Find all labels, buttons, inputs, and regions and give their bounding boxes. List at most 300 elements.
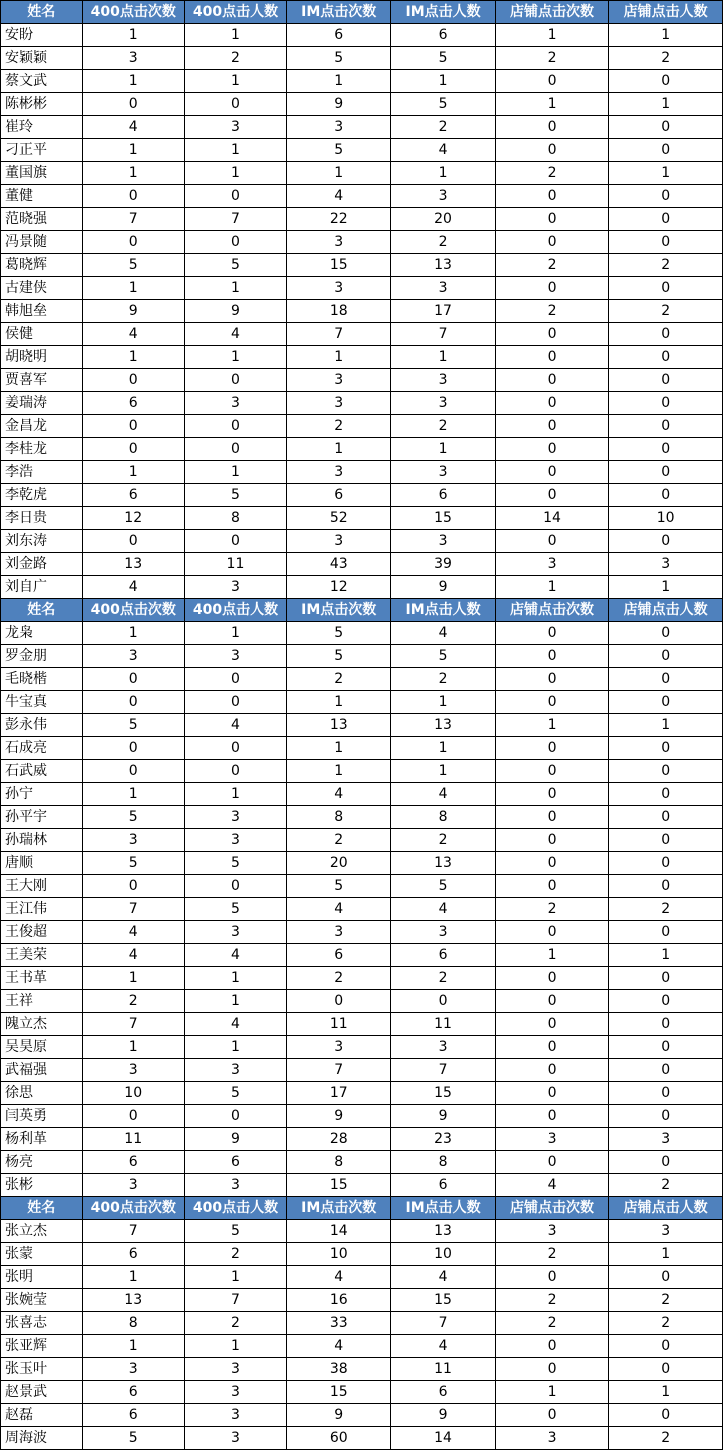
hotline-clicks-cell[interactable]: 4 — [82, 323, 184, 346]
shop-clicks-cell[interactable]: 1 — [495, 1381, 609, 1404]
hotline-clicks-cell[interactable]: 3 — [82, 47, 184, 70]
shop-users-cell[interactable]: 0 — [609, 70, 723, 93]
shop-clicks-cell[interactable]: 0 — [495, 1105, 609, 1128]
shop-users-cell[interactable]: 2 — [609, 1289, 723, 1312]
im-clicks-cell[interactable]: 20 — [287, 852, 391, 875]
shop-clicks-cell[interactable]: 0 — [495, 806, 609, 829]
hotline-users-cell[interactable]: 1 — [184, 1036, 286, 1059]
hotline-clicks-cell[interactable]: 2 — [82, 990, 184, 1013]
hotline-users-cell[interactable]: 5 — [184, 484, 286, 507]
hotline-users-cell[interactable]: 4 — [184, 1013, 286, 1036]
name-cell[interactable]: 王祥 — [1, 990, 83, 1013]
im-clicks-cell[interactable]: 4 — [287, 783, 391, 806]
im-clicks-cell[interactable]: 14 — [287, 1220, 391, 1243]
im-users-cell[interactable]: 13 — [391, 1220, 495, 1243]
shop-users-cell[interactable]: 0 — [609, 806, 723, 829]
shop-clicks-cell[interactable]: 0 — [495, 438, 609, 461]
name-cell[interactable]: 侯健 — [1, 323, 83, 346]
im-clicks-cell[interactable]: 4 — [287, 1335, 391, 1358]
shop-users-cell[interactable]: 1 — [609, 944, 723, 967]
im-clicks-cell[interactable]: 38 — [287, 1358, 391, 1381]
im-clicks-cell[interactable]: 13 — [287, 714, 391, 737]
im-clicks-cell[interactable]: 18 — [287, 300, 391, 323]
im-clicks-cell[interactable]: 3 — [287, 277, 391, 300]
hotline-users-cell[interactable]: 3 — [184, 921, 286, 944]
im-users-cell[interactable]: 9 — [391, 1105, 495, 1128]
shop-clicks-cell[interactable]: 1 — [495, 24, 609, 47]
im-clicks-cell[interactable]: 5 — [287, 875, 391, 898]
hotline-clicks-cell[interactable]: 4 — [82, 116, 184, 139]
im-users-cell[interactable]: 2 — [391, 967, 495, 990]
shop-users-cell[interactable]: 0 — [609, 116, 723, 139]
im-clicks-cell[interactable]: 9 — [287, 1404, 391, 1427]
im-users-cell[interactable]: 1 — [391, 737, 495, 760]
hotline-clicks-cell[interactable]: 5 — [82, 254, 184, 277]
im-users-cell[interactable]: 2 — [391, 231, 495, 254]
hotline-clicks-cell[interactable]: 1 — [82, 1036, 184, 1059]
hotline-clicks-cell[interactable]: 7 — [82, 1013, 184, 1036]
name-cell[interactable]: 安颖颖 — [1, 47, 83, 70]
im-clicks-cell[interactable]: 6 — [287, 24, 391, 47]
shop-clicks-cell[interactable]: 2 — [495, 300, 609, 323]
shop-users-cell[interactable]: 0 — [609, 346, 723, 369]
im-users-cell[interactable]: 15 — [391, 507, 495, 530]
hotline-users-cell[interactable]: 1 — [184, 346, 286, 369]
hotline-users-cell[interactable]: 2 — [184, 1243, 286, 1266]
shop-users-cell[interactable]: 0 — [609, 783, 723, 806]
hotline-clicks-cell[interactable]: 13 — [82, 1289, 184, 1312]
hotline-clicks-cell[interactable]: 0 — [82, 185, 184, 208]
name-cell[interactable]: 刘金路 — [1, 553, 83, 576]
name-cell[interactable]: 韩旭垒 — [1, 300, 83, 323]
im-users-cell[interactable]: 6 — [391, 944, 495, 967]
shop-clicks-cell[interactable]: 0 — [495, 1335, 609, 1358]
hotline-users-cell[interactable]: 1 — [184, 967, 286, 990]
hotline-clicks-cell[interactable]: 4 — [82, 944, 184, 967]
shop-clicks-cell[interactable]: 1 — [495, 714, 609, 737]
hotline-users-cell[interactable]: 3 — [184, 116, 286, 139]
im-users-cell[interactable]: 1 — [391, 438, 495, 461]
im-clicks-cell[interactable]: 1 — [287, 70, 391, 93]
hotline-users-cell[interactable]: 3 — [184, 829, 286, 852]
im-users-cell[interactable]: 7 — [391, 1312, 495, 1335]
hotline-clicks-cell[interactable]: 0 — [82, 760, 184, 783]
im-clicks-cell[interactable]: 0 — [287, 990, 391, 1013]
name-cell[interactable]: 张明 — [1, 1266, 83, 1289]
name-cell[interactable]: 赵景武 — [1, 1381, 83, 1404]
im-clicks-cell[interactable]: 1 — [287, 760, 391, 783]
hotline-users-cell[interactable]: 0 — [184, 737, 286, 760]
shop-clicks-cell[interactable]: 1 — [495, 944, 609, 967]
shop-clicks-cell[interactable]: 0 — [495, 645, 609, 668]
im-clicks-cell[interactable]: 4 — [287, 185, 391, 208]
hotline-clicks-cell[interactable]: 10 — [82, 1082, 184, 1105]
shop-users-cell[interactable]: 2 — [609, 1174, 723, 1197]
shop-clicks-cell[interactable]: 0 — [495, 829, 609, 852]
name-cell[interactable]: 李乾虎 — [1, 484, 83, 507]
hotline-clicks-cell[interactable]: 0 — [82, 530, 184, 553]
name-cell[interactable]: 周海波 — [1, 1427, 83, 1450]
im-users-cell[interactable]: 1 — [391, 70, 495, 93]
hotline-clicks-cell[interactable]: 1 — [82, 70, 184, 93]
shop-users-cell[interactable]: 2 — [609, 300, 723, 323]
im-clicks-cell[interactable]: 22 — [287, 208, 391, 231]
im-users-cell[interactable]: 2 — [391, 668, 495, 691]
shop-users-cell[interactable]: 0 — [609, 277, 723, 300]
hotline-users-cell[interactable]: 0 — [184, 530, 286, 553]
im-clicks-cell[interactable]: 5 — [287, 622, 391, 645]
im-clicks-cell[interactable]: 3 — [287, 921, 391, 944]
im-users-cell[interactable]: 3 — [391, 1036, 495, 1059]
name-cell[interactable]: 王大刚 — [1, 875, 83, 898]
im-clicks-cell[interactable]: 9 — [287, 1105, 391, 1128]
hotline-clicks-cell[interactable]: 1 — [82, 622, 184, 645]
im-clicks-cell[interactable]: 1 — [287, 346, 391, 369]
name-cell[interactable]: 杨利革 — [1, 1128, 83, 1151]
hotline-clicks-cell[interactable]: 5 — [82, 852, 184, 875]
name-cell[interactable]: 张立杰 — [1, 1220, 83, 1243]
im-clicks-cell[interactable]: 3 — [287, 461, 391, 484]
im-users-cell[interactable]: 11 — [391, 1358, 495, 1381]
hotline-users-cell[interactable]: 0 — [184, 185, 286, 208]
hotline-clicks-cell[interactable]: 0 — [82, 737, 184, 760]
shop-clicks-cell[interactable]: 3 — [495, 1128, 609, 1151]
hotline-users-cell[interactable]: 4 — [184, 323, 286, 346]
im-clicks-cell[interactable]: 3 — [287, 116, 391, 139]
hotline-clicks-cell[interactable]: 3 — [82, 645, 184, 668]
im-users-cell[interactable]: 3 — [391, 530, 495, 553]
name-cell[interactable]: 冯景随 — [1, 231, 83, 254]
shop-users-cell[interactable]: 1 — [609, 24, 723, 47]
im-users-cell[interactable]: 4 — [391, 139, 495, 162]
name-cell[interactable]: 罗金朋 — [1, 645, 83, 668]
im-clicks-cell[interactable]: 52 — [287, 507, 391, 530]
name-cell[interactable]: 武福强 — [1, 1059, 83, 1082]
im-users-cell[interactable]: 23 — [391, 1128, 495, 1151]
name-cell[interactable]: 石武威 — [1, 760, 83, 783]
name-cell[interactable]: 石成亮 — [1, 737, 83, 760]
im-clicks-cell[interactable]: 8 — [287, 1151, 391, 1174]
shop-clicks-cell[interactable]: 0 — [495, 70, 609, 93]
shop-users-cell[interactable]: 2 — [609, 47, 723, 70]
shop-clicks-cell[interactable]: 2 — [495, 162, 609, 185]
shop-users-cell[interactable]: 1 — [609, 1243, 723, 1266]
name-cell[interactable]: 张喜志 — [1, 1312, 83, 1335]
shop-clicks-cell[interactable]: 0 — [495, 668, 609, 691]
im-users-cell[interactable]: 13 — [391, 254, 495, 277]
name-cell[interactable]: 牛宝真 — [1, 691, 83, 714]
shop-clicks-cell[interactable]: 0 — [495, 921, 609, 944]
im-users-cell[interactable]: 4 — [391, 622, 495, 645]
shop-users-cell[interactable]: 0 — [609, 668, 723, 691]
shop-users-cell[interactable]: 0 — [609, 1358, 723, 1381]
name-cell[interactable]: 刘东涛 — [1, 530, 83, 553]
shop-users-cell[interactable]: 0 — [609, 967, 723, 990]
name-cell[interactable]: 古建侠 — [1, 277, 83, 300]
hotline-clicks-cell[interactable]: 3 — [82, 1358, 184, 1381]
shop-users-cell[interactable]: 0 — [609, 1036, 723, 1059]
shop-clicks-cell[interactable]: 0 — [495, 484, 609, 507]
hotline-clicks-cell[interactable]: 6 — [82, 1243, 184, 1266]
im-users-cell[interactable]: 1 — [391, 162, 495, 185]
im-users-cell[interactable]: 10 — [391, 1243, 495, 1266]
hotline-users-cell[interactable]: 3 — [184, 1404, 286, 1427]
name-cell[interactable]: 董健 — [1, 185, 83, 208]
im-clicks-cell[interactable]: 8 — [287, 806, 391, 829]
hotline-users-cell[interactable]: 3 — [184, 645, 286, 668]
hotline-clicks-cell[interactable]: 1 — [82, 783, 184, 806]
hotline-users-cell[interactable]: 5 — [184, 1082, 286, 1105]
im-users-cell[interactable]: 5 — [391, 875, 495, 898]
shop-users-cell[interactable]: 0 — [609, 1151, 723, 1174]
hotline-users-cell[interactable]: 0 — [184, 93, 286, 116]
im-users-cell[interactable]: 1 — [391, 760, 495, 783]
hotline-clicks-cell[interactable]: 0 — [82, 415, 184, 438]
shop-clicks-cell[interactable]: 0 — [495, 691, 609, 714]
shop-users-cell[interactable]: 0 — [609, 1059, 723, 1082]
im-users-cell[interactable]: 13 — [391, 852, 495, 875]
hotline-users-cell[interactable]: 7 — [184, 208, 286, 231]
shop-users-cell[interactable]: 1 — [609, 93, 723, 116]
shop-clicks-cell[interactable]: 0 — [495, 967, 609, 990]
hotline-clicks-cell[interactable]: 1 — [82, 461, 184, 484]
name-cell[interactable]: 孙宁 — [1, 783, 83, 806]
name-cell[interactable]: 范晓强 — [1, 208, 83, 231]
hotline-users-cell[interactable]: 11 — [184, 553, 286, 576]
im-users-cell[interactable]: 3 — [391, 461, 495, 484]
im-users-cell[interactable]: 4 — [391, 898, 495, 921]
hotline-clicks-cell[interactable]: 0 — [82, 438, 184, 461]
hotline-users-cell[interactable]: 3 — [184, 1059, 286, 1082]
shop-users-cell[interactable]: 0 — [609, 208, 723, 231]
shop-clicks-cell[interactable]: 0 — [495, 783, 609, 806]
hotline-users-cell[interactable]: 9 — [184, 1128, 286, 1151]
im-clicks-cell[interactable]: 2 — [287, 668, 391, 691]
im-users-cell[interactable]: 4 — [391, 1266, 495, 1289]
im-clicks-cell[interactable]: 11 — [287, 1013, 391, 1036]
im-users-cell[interactable]: 3 — [391, 185, 495, 208]
shop-users-cell[interactable]: 0 — [609, 1335, 723, 1358]
shop-users-cell[interactable]: 0 — [609, 1404, 723, 1427]
hotline-users-cell[interactable]: 1 — [184, 990, 286, 1013]
shop-clicks-cell[interactable]: 0 — [495, 346, 609, 369]
im-clicks-cell[interactable]: 5 — [287, 139, 391, 162]
shop-clicks-cell[interactable]: 0 — [495, 369, 609, 392]
hotline-users-cell[interactable]: 1 — [184, 783, 286, 806]
im-users-cell[interactable]: 2 — [391, 116, 495, 139]
im-users-cell[interactable]: 4 — [391, 1335, 495, 1358]
im-clicks-cell[interactable]: 15 — [287, 254, 391, 277]
im-clicks-cell[interactable]: 3 — [287, 369, 391, 392]
shop-users-cell[interactable]: 0 — [609, 990, 723, 1013]
hotline-clicks-cell[interactable]: 0 — [82, 668, 184, 691]
hotline-clicks-cell[interactable]: 1 — [82, 24, 184, 47]
im-clicks-cell[interactable]: 1 — [287, 691, 391, 714]
shop-clicks-cell[interactable]: 0 — [495, 208, 609, 231]
im-users-cell[interactable]: 2 — [391, 829, 495, 852]
shop-users-cell[interactable]: 0 — [609, 185, 723, 208]
hotline-clicks-cell[interactable]: 1 — [82, 967, 184, 990]
name-cell[interactable]: 张婉莹 — [1, 1289, 83, 1312]
hotline-users-cell[interactable]: 0 — [184, 691, 286, 714]
shop-users-cell[interactable]: 0 — [609, 691, 723, 714]
hotline-clicks-cell[interactable]: 1 — [82, 346, 184, 369]
hotline-clicks-cell[interactable]: 9 — [82, 300, 184, 323]
shop-users-cell[interactable]: 0 — [609, 369, 723, 392]
shop-users-cell[interactable]: 2 — [609, 1427, 723, 1450]
hotline-clicks-cell[interactable]: 0 — [82, 1105, 184, 1128]
hotline-users-cell[interactable]: 0 — [184, 668, 286, 691]
shop-users-cell[interactable]: 0 — [609, 484, 723, 507]
shop-users-cell[interactable]: 1 — [609, 714, 723, 737]
shop-clicks-cell[interactable]: 0 — [495, 990, 609, 1013]
im-clicks-cell[interactable]: 33 — [287, 1312, 391, 1335]
hotline-clicks-cell[interactable]: 1 — [82, 1335, 184, 1358]
shop-users-cell[interactable]: 0 — [609, 415, 723, 438]
hotline-users-cell[interactable]: 1 — [184, 1335, 286, 1358]
im-users-cell[interactable]: 20 — [391, 208, 495, 231]
shop-users-cell[interactable]: 3 — [609, 1128, 723, 1151]
hotline-users-cell[interactable]: 1 — [184, 622, 286, 645]
shop-clicks-cell[interactable]: 2 — [495, 1289, 609, 1312]
shop-users-cell[interactable]: 0 — [609, 231, 723, 254]
im-clicks-cell[interactable]: 1 — [287, 737, 391, 760]
shop-clicks-cell[interactable]: 0 — [495, 392, 609, 415]
shop-users-cell[interactable]: 0 — [609, 461, 723, 484]
shop-clicks-cell[interactable]: 0 — [495, 1358, 609, 1381]
name-cell[interactable]: 姜瑞涛 — [1, 392, 83, 415]
im-clicks-cell[interactable]: 5 — [287, 645, 391, 668]
im-users-cell[interactable]: 3 — [391, 277, 495, 300]
hotline-clicks-cell[interactable]: 11 — [82, 1128, 184, 1151]
hotline-users-cell[interactable]: 5 — [184, 254, 286, 277]
hotline-clicks-cell[interactable]: 6 — [82, 484, 184, 507]
hotline-clicks-cell[interactable]: 6 — [82, 1381, 184, 1404]
im-clicks-cell[interactable]: 6 — [287, 484, 391, 507]
hotline-clicks-cell[interactable]: 3 — [82, 1059, 184, 1082]
shop-clicks-cell[interactable]: 0 — [495, 1013, 609, 1036]
im-clicks-cell[interactable]: 16 — [287, 1289, 391, 1312]
im-users-cell[interactable]: 3 — [391, 369, 495, 392]
shop-users-cell[interactable]: 0 — [609, 852, 723, 875]
shop-clicks-cell[interactable]: 0 — [495, 1036, 609, 1059]
im-clicks-cell[interactable]: 7 — [287, 323, 391, 346]
name-cell[interactable]: 闫英勇 — [1, 1105, 83, 1128]
shop-users-cell[interactable]: 1 — [609, 1381, 723, 1404]
name-cell[interactable]: 毛晓楷 — [1, 668, 83, 691]
name-cell[interactable]: 金昌龙 — [1, 415, 83, 438]
name-cell[interactable]: 张亚辉 — [1, 1335, 83, 1358]
shop-users-cell[interactable]: 2 — [609, 1312, 723, 1335]
hotline-users-cell[interactable]: 0 — [184, 1105, 286, 1128]
im-clicks-cell[interactable]: 4 — [287, 898, 391, 921]
shop-clicks-cell[interactable]: 0 — [495, 737, 609, 760]
hotline-clicks-cell[interactable]: 3 — [82, 1174, 184, 1197]
shop-clicks-cell[interactable]: 0 — [495, 1404, 609, 1427]
im-clicks-cell[interactable]: 15 — [287, 1381, 391, 1404]
im-clicks-cell[interactable]: 5 — [287, 47, 391, 70]
hotline-clicks-cell[interactable]: 0 — [82, 93, 184, 116]
im-users-cell[interactable]: 1 — [391, 691, 495, 714]
shop-clicks-cell[interactable]: 0 — [495, 875, 609, 898]
im-clicks-cell[interactable]: 60 — [287, 1427, 391, 1450]
shop-clicks-cell[interactable]: 0 — [495, 461, 609, 484]
hotline-users-cell[interactable]: 3 — [184, 576, 286, 599]
name-cell[interactable]: 李桂龙 — [1, 438, 83, 461]
hotline-users-cell[interactable]: 0 — [184, 369, 286, 392]
name-cell[interactable]: 唐顺 — [1, 852, 83, 875]
shop-users-cell[interactable]: 3 — [609, 553, 723, 576]
im-clicks-cell[interactable]: 2 — [287, 415, 391, 438]
im-clicks-cell[interactable]: 3 — [287, 392, 391, 415]
name-cell[interactable]: 王美荣 — [1, 944, 83, 967]
hotline-users-cell[interactable]: 0 — [184, 231, 286, 254]
name-cell[interactable]: 王俊超 — [1, 921, 83, 944]
hotline-users-cell[interactable]: 0 — [184, 760, 286, 783]
hotline-users-cell[interactable]: 2 — [184, 47, 286, 70]
shop-users-cell[interactable]: 10 — [609, 507, 723, 530]
hotline-clicks-cell[interactable]: 8 — [82, 1312, 184, 1335]
shop-users-cell[interactable]: 0 — [609, 737, 723, 760]
im-clicks-cell[interactable]: 3 — [287, 1036, 391, 1059]
name-cell[interactable]: 董国旗 — [1, 162, 83, 185]
im-users-cell[interactable]: 0 — [391, 990, 495, 1013]
hotline-clicks-cell[interactable]: 5 — [82, 714, 184, 737]
hotline-clicks-cell[interactable]: 6 — [82, 1404, 184, 1427]
shop-users-cell[interactable]: 2 — [609, 898, 723, 921]
im-users-cell[interactable]: 17 — [391, 300, 495, 323]
hotline-users-cell[interactable]: 3 — [184, 806, 286, 829]
im-users-cell[interactable]: 5 — [391, 47, 495, 70]
name-cell[interactable]: 葛晓辉 — [1, 254, 83, 277]
shop-clicks-cell[interactable]: 0 — [495, 277, 609, 300]
name-cell[interactable]: 刁正平 — [1, 139, 83, 162]
shop-clicks-cell[interactable]: 3 — [495, 1427, 609, 1450]
im-clicks-cell[interactable]: 2 — [287, 967, 391, 990]
im-clicks-cell[interactable]: 7 — [287, 1059, 391, 1082]
hotline-clicks-cell[interactable]: 6 — [82, 392, 184, 415]
name-cell[interactable]: 孙瑞林 — [1, 829, 83, 852]
im-users-cell[interactable]: 9 — [391, 576, 495, 599]
name-cell[interactable]: 吴昊原 — [1, 1036, 83, 1059]
im-users-cell[interactable]: 4 — [391, 783, 495, 806]
name-cell[interactable]: 李浩 — [1, 461, 83, 484]
name-cell[interactable]: 崔玲 — [1, 116, 83, 139]
im-clicks-cell[interactable]: 1 — [287, 438, 391, 461]
shop-users-cell[interactable]: 0 — [609, 139, 723, 162]
hotline-users-cell[interactable]: 9 — [184, 300, 286, 323]
hotline-users-cell[interactable]: 4 — [184, 944, 286, 967]
shop-users-cell[interactable]: 0 — [609, 921, 723, 944]
im-clicks-cell[interactable]: 43 — [287, 553, 391, 576]
im-clicks-cell[interactable]: 3 — [287, 530, 391, 553]
shop-users-cell[interactable]: 0 — [609, 1013, 723, 1036]
im-users-cell[interactable]: 7 — [391, 323, 495, 346]
shop-users-cell[interactable]: 0 — [609, 875, 723, 898]
shop-clicks-cell[interactable]: 1 — [495, 93, 609, 116]
im-users-cell[interactable]: 5 — [391, 645, 495, 668]
im-users-cell[interactable]: 9 — [391, 1404, 495, 1427]
im-clicks-cell[interactable]: 2 — [287, 829, 391, 852]
name-cell[interactable]: 张玉叶 — [1, 1358, 83, 1381]
shop-clicks-cell[interactable]: 2 — [495, 1312, 609, 1335]
shop-users-cell[interactable]: 0 — [609, 1105, 723, 1128]
hotline-clicks-cell[interactable]: 12 — [82, 507, 184, 530]
shop-clicks-cell[interactable]: 0 — [495, 760, 609, 783]
im-clicks-cell[interactable]: 3 — [287, 231, 391, 254]
shop-users-cell[interactable]: 0 — [609, 829, 723, 852]
im-users-cell[interactable]: 7 — [391, 1059, 495, 1082]
